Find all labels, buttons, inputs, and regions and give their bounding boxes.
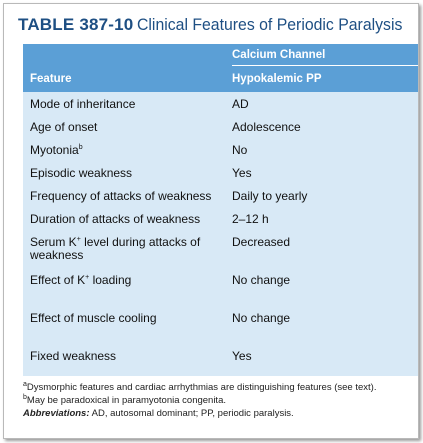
footnote-a-mark: a (23, 380, 27, 388)
abbreviations-label: Abbreviations: (23, 408, 90, 419)
row-feature (30, 144, 220, 157)
footnote-a-text: Dysmorphic features and cardiac arrhythmias are distinguishing features (see text). (26, 382, 377, 393)
row-feature (30, 274, 220, 287)
row-feature: Mode of inheritance (30, 97, 136, 111)
k-plus-sup: + (85, 274, 90, 281)
row-value: No (232, 143, 248, 157)
row-feature: Episodic weakness (30, 166, 133, 180)
k-plus-sup: + (76, 236, 81, 243)
abbreviations-note (23, 408, 415, 420)
footnote-b-mark: b (78, 144, 83, 151)
table-title (18, 14, 419, 36)
feature-column-header: Feature (30, 73, 72, 85)
row-value: Yes (232, 166, 252, 180)
table-body (23, 44, 418, 376)
table-frame (3, 3, 419, 439)
k-loading-label: Effect of K (30, 273, 86, 287)
row-value: Decreased (232, 235, 291, 249)
k-loading-label-rest: loading (89, 273, 132, 287)
row-value: Yes (232, 349, 252, 363)
footnote-a (23, 382, 415, 394)
row-feature: Duration of attacks of weakness (30, 212, 201, 226)
table-header (23, 44, 418, 92)
row-value: No change (232, 311, 291, 325)
footnote-b-mark: b (23, 393, 27, 401)
row-value: 2–12 h (232, 212, 269, 226)
footnote-b-text: May be paradoxical in paramyotonia congenita. (26, 395, 226, 406)
row-value: Daily to yearly (232, 189, 308, 203)
abbreviations-text: AD, autosomal dominant; PP, periodic paralysis. (89, 408, 294, 419)
row-feature: Fixed weakness (30, 349, 117, 363)
row-value: No change (232, 273, 291, 287)
hypokalemic-pp-header: Hypokalemic PP (232, 73, 322, 85)
calcium-channel-header: Calcium Channel (232, 49, 418, 66)
row-feature (30, 236, 220, 262)
row-feature: Effect of muscle cooling (30, 311, 157, 325)
row-feature: Frequency of attacks of weakness (30, 189, 212, 203)
row-feature: Age of onset (30, 120, 98, 134)
serum-k-label-rest: level during attacks of weakness (30, 235, 201, 262)
serum-k-label: Serum K (30, 235, 77, 249)
row-value: Adolescence (232, 120, 301, 134)
table-number: TABLE 387-10 (18, 15, 134, 34)
table-title-text: Clinical Features of Periodic Paralysis (137, 15, 403, 34)
row-value: AD (232, 97, 249, 111)
myotonia-label: Myotonia (30, 143, 79, 157)
footnote-b (23, 395, 415, 407)
